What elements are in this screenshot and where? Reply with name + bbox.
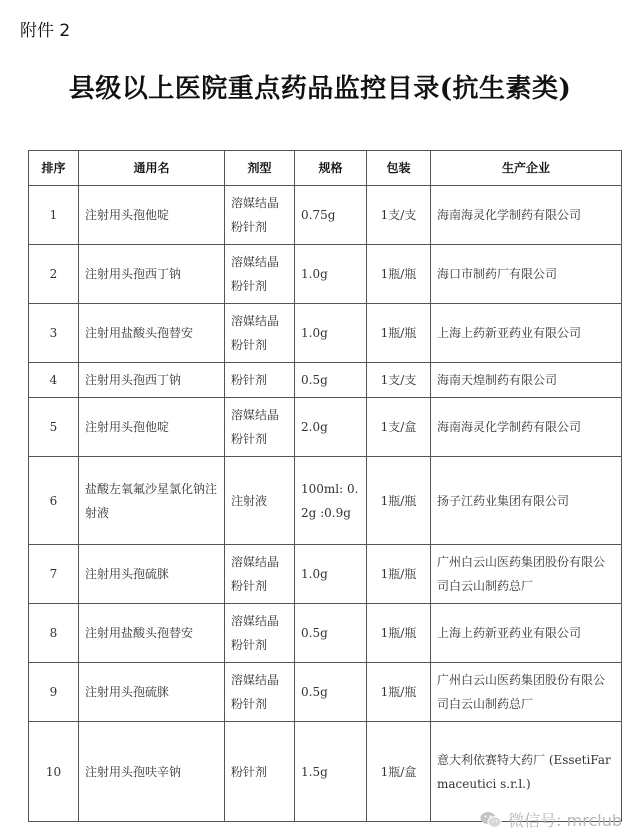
cell-spec: 1.0g [295,245,367,304]
cell-no: 2 [29,245,79,304]
cell-package: 1支/支 [367,186,431,245]
header-spec: 规格 [295,151,367,186]
cell-spec: 0.5g [295,663,367,722]
header-manufacturer: 生产企业 [431,151,622,186]
cell-generic-name: 注射用头孢他啶 [79,398,225,457]
cell-generic-name: 注射用头孢他啶 [79,186,225,245]
cell-dosage-form: 粉针剂 [225,722,295,822]
watermark-text: 微信号: mrclub [508,811,622,830]
cell-spec: 1.0g [295,545,367,604]
cell-package: 1瓶/瓶 [367,545,431,604]
table-row [29,245,622,304]
header-generic-name: 通用名 [79,151,225,186]
cell-package: 1支/盒 [367,398,431,457]
cell-generic-name: 注射用头孢硫脒 [79,663,225,722]
cell-manufacturer: 上海上药新亚药业有限公司 [431,604,622,663]
cell-dosage-form: 注射液 [225,457,295,545]
cell-dosage-form: 溶媒结晶粉针剂 [225,245,295,304]
cell-generic-name: 注射用头孢硫脒 [79,545,225,604]
table-row [29,186,622,245]
drug-monitoring-table [28,150,622,822]
cell-dosage-form: 溶媒结晶粉针剂 [225,545,295,604]
cell-no: 8 [29,604,79,663]
cell-generic-name: 注射用头孢呋辛钠 [79,722,225,822]
cell-spec: 2.0g [295,398,367,457]
document-title: 县级以上医院重点药品监控目录(抗生素类) [68,74,572,104]
cell-no: 7 [29,545,79,604]
wechat-icon [480,811,502,829]
cell-spec: 1.0g [295,304,367,363]
cell-package: 1瓶/瓶 [367,304,431,363]
table-header-row [29,151,622,186]
cell-package: 1瓶/瓶 [367,604,431,663]
cell-dosage-form: 粉针剂 [225,363,295,398]
cell-dosage-form: 溶媒结晶粉针剂 [225,398,295,457]
header-package: 包装 [367,151,431,186]
cell-generic-name: 注射用头孢西丁钠 [79,245,225,304]
cell-dosage-form: 溶媒结晶粉针剂 [225,604,295,663]
cell-no: 3 [29,304,79,363]
table-row [29,363,622,398]
header-dosage-form: 剂型 [225,151,295,186]
table-row [29,663,622,722]
cell-package: 1瓶/瓶 [367,457,431,545]
cell-spec: 100ml: 0.2g :0.9g [295,457,367,545]
cell-package: 1瓶/瓶 [367,663,431,722]
header-no: 排序 [29,151,79,186]
cell-package: 1瓶/盒 [367,722,431,822]
cell-no: 10 [29,722,79,822]
cell-generic-name: 注射用盐酸头孢替安 [79,604,225,663]
cell-spec: 0.75g [295,186,367,245]
cell-generic-name: 注射用头孢西丁钠 [79,363,225,398]
cell-spec: 1.5g [295,722,367,822]
cell-dosage-form: 溶媒结晶粉针剂 [225,304,295,363]
cell-package: 1瓶/瓶 [367,245,431,304]
table-row [29,304,622,363]
cell-dosage-form: 溶媒结晶粉针剂 [225,186,295,245]
table-row [29,398,622,457]
table-row [29,457,622,545]
table-row [29,545,622,604]
cell-manufacturer: 广州白云山医药集团股份有限公司白云山制药总厂 [431,545,622,604]
cell-package: 1支/支 [367,363,431,398]
table-row [29,604,622,663]
cell-manufacturer: 意大利依赛特大药厂 (EssetiFarmaceutici s.r.l.) [431,722,622,822]
cell-manufacturer: 海南海灵化学制药有限公司 [431,398,622,457]
cell-manufacturer: 上海上药新亚药业有限公司 [431,304,622,363]
cell-no: 6 [29,457,79,545]
cell-no: 9 [29,663,79,722]
cell-spec: 0.5g [295,363,367,398]
cell-manufacturer: 海口市制药厂有限公司 [431,245,622,304]
cell-no: 5 [29,398,79,457]
cell-manufacturer: 扬子江药业集团有限公司 [431,457,622,545]
cell-no: 1 [29,186,79,245]
watermark [480,808,622,831]
cell-no: 4 [29,363,79,398]
cell-dosage-form: 溶媒结晶粉针剂 [225,663,295,722]
cell-manufacturer: 广州白云山医药集团股份有限公司白云山制药总厂 [431,663,622,722]
cell-generic-name: 注射用盐酸头孢替安 [79,304,225,363]
table-row [29,722,622,822]
cell-spec: 0.5g [295,604,367,663]
cell-manufacturer: 海南海灵化学制药有限公司 [431,186,622,245]
attachment-label: 附件 2 [20,21,71,41]
cell-generic-name: 盐酸左氧氟沙星氯化钠注射液 [79,457,225,545]
cell-manufacturer: 海南天煌制药有限公司 [431,363,622,398]
